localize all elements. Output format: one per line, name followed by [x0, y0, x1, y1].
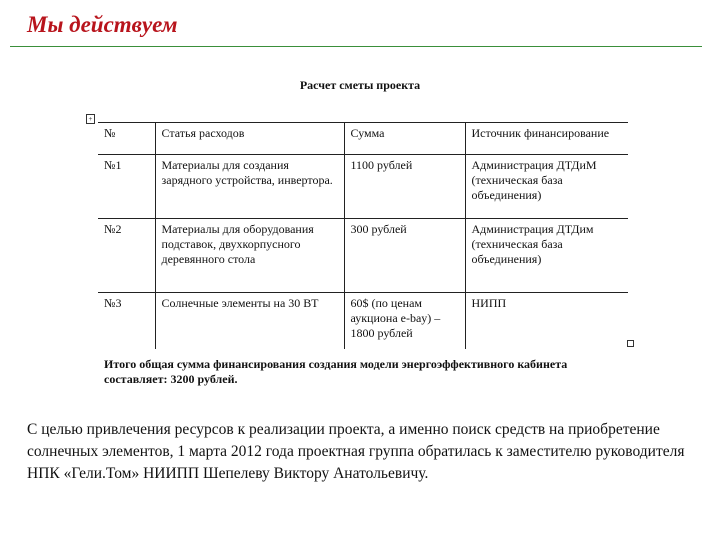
slide-title: Мы действуем: [27, 12, 178, 37]
header-cell-sum: Сумма: [344, 123, 465, 155]
cell-item: Материалы для оборудования подставок, двухкорпусного деревянного стола: [155, 219, 344, 293]
cell-source: Администрация ДТДим (техническая база объединения): [465, 219, 628, 293]
table-header-row: [98, 123, 628, 155]
table-row: [98, 219, 628, 293]
cell-source: Администрация ДТДиМ (техническая база объединения): [465, 155, 628, 219]
table-anchor-handle: +: [86, 114, 95, 124]
cell-sum: 300 рублей: [344, 219, 465, 293]
body-paragraph: С целью привлечения ресурсов к реализации проекта, а именно поиск средств на приобретение солнечных элементов, 1 марта 2012 года проектная группа обратилась к заместителю руководителя НПК «Гели.Том» НИИПП Шепелеву Виктору Анатольевичу.: [27, 421, 685, 482]
cell-number: №1: [98, 155, 155, 219]
cell-number: №2: [98, 219, 155, 293]
header-cell-source: Источник финансирование: [465, 123, 628, 155]
table-row: [98, 155, 628, 219]
cell-item: Материалы для создания зарядного устройства, инвертора.: [155, 155, 344, 219]
table-resize-handle: [627, 340, 634, 347]
title-divider: [10, 46, 702, 47]
header-cell-item: Статья расходов: [155, 123, 344, 155]
cell-sum: 60$ (по ценам аукциона e-bay) – 1800 рублей: [344, 293, 465, 350]
cell-number: №3: [98, 293, 155, 350]
total-summary: Итого общая сумма финансирования создания модели энергоэффективного кабинета составляет: 3200 рублей.: [104, 357, 568, 386]
table-row: [98, 293, 628, 350]
cell-sum: 1100 рублей: [344, 155, 465, 219]
cell-source: НИПП: [471, 296, 507, 310]
document-heading: Расчет сметы проекта: [299, 78, 421, 92]
estimate-table: [98, 122, 628, 349]
cell-item: Солнечные элементы на 30 ВТ: [155, 293, 344, 350]
header-cell-number: №: [98, 123, 155, 155]
